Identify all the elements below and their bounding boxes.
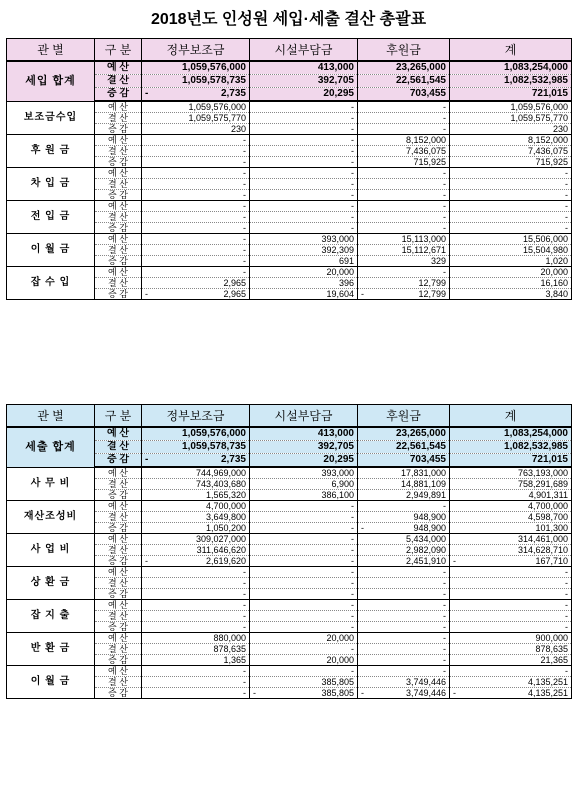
amount-cell: 721,015 <box>450 454 572 468</box>
row-kind-cell: 증 감 <box>95 454 142 468</box>
amount-cell: 1,050,200 <box>142 523 250 534</box>
row-kind-cell: 예 산 <box>95 567 142 578</box>
amount-cell: - <box>142 190 250 201</box>
amount-cell: 1,082,532,985 <box>450 75 572 88</box>
row-kind-cell: 예 산 <box>95 168 142 179</box>
amount-cell: 7,436,075 <box>358 146 450 157</box>
amount-cell: - <box>358 633 450 644</box>
category-cell: 반 환 금 <box>7 633 95 666</box>
amount-cell: 314,628,710 <box>450 545 572 556</box>
amount-cell: 329 <box>358 256 450 267</box>
header-category: 관 별 <box>7 405 95 428</box>
revenue-table <box>6 38 572 300</box>
amount-cell: 715,925 <box>358 157 450 168</box>
row-kind-cell: 증 감 <box>95 556 142 567</box>
amount-cell: - <box>250 179 358 190</box>
page-title: 2018년도 인성원 세입·세출 결산 총괄표 <box>150 11 427 28</box>
row-kind-cell: 예 산 <box>95 267 142 278</box>
amount-cell: 1,083,254,000 <box>450 61 572 75</box>
amount-cell: - <box>358 201 450 212</box>
header-total: 계 <box>450 39 572 62</box>
amount-cell: 703,455 <box>358 88 450 102</box>
amount-cell: - <box>250 512 358 523</box>
amount-cell: - <box>358 589 450 600</box>
amount-cell: - <box>250 101 358 113</box>
category-cell: 상 환 금 <box>7 567 95 600</box>
amount-cell: - <box>358 600 450 611</box>
amount-cell: - <box>250 534 358 545</box>
amount-cell: 413,000 <box>250 427 358 441</box>
amount-cell: - <box>142 688 250 699</box>
amount-cell: - 2,965 <box>142 289 250 300</box>
category-cell: 재산조성비 <box>7 501 95 534</box>
amount-cell: 1,059,576,000 <box>450 101 572 113</box>
amount-cell: 23,265,000 <box>358 61 450 75</box>
amount-cell: - <box>358 578 450 589</box>
row-kind-cell: 예 산 <box>95 427 142 441</box>
row-kind-cell: 결 산 <box>95 245 142 256</box>
amount-cell: 1,059,576,000 <box>142 101 250 113</box>
amount-cell: - <box>142 168 250 179</box>
row-kind-cell: 예 산 <box>95 501 142 512</box>
expenditure-row <box>7 600 572 611</box>
amount-cell: - <box>450 212 572 223</box>
amount-cell: - 385,805 <box>250 688 358 699</box>
category-cell: 세입 합계 <box>7 61 95 101</box>
amount-cell: 900,000 <box>450 633 572 644</box>
amount-cell: - <box>358 666 450 677</box>
amount-cell: - 12,799 <box>358 289 450 300</box>
amount-cell: - <box>142 578 250 589</box>
amount-cell: 1,059,575,770 <box>142 113 250 124</box>
amount-cell: - <box>358 611 450 622</box>
amount-cell: 691 <box>250 256 358 267</box>
row-kind-cell: 결 산 <box>95 479 142 490</box>
row-kind-cell: 결 산 <box>95 512 142 523</box>
amount-cell: - <box>250 556 358 567</box>
amount-cell: - <box>358 622 450 633</box>
amount-cell: 1,565,320 <box>142 490 250 501</box>
row-kind-cell: 결 산 <box>95 545 142 556</box>
expenditure-row <box>7 467 572 479</box>
amount-cell: - <box>450 201 572 212</box>
amount-cell: 15,504,980 <box>450 245 572 256</box>
amount-cell: 8,152,000 <box>358 135 450 146</box>
amount-cell: - <box>450 190 572 201</box>
revenue-row <box>7 267 572 278</box>
expenditure-header-row <box>7 405 572 428</box>
amount-cell: - <box>250 113 358 124</box>
amount-cell: - <box>358 223 450 234</box>
amount-cell: - <box>450 622 572 633</box>
amount-cell: 393,000 <box>250 467 358 479</box>
amount-cell: - <box>142 567 250 578</box>
amount-cell: - <box>358 190 450 201</box>
category-cell: 이 월 금 <box>7 234 95 267</box>
expenditure-row <box>7 666 572 677</box>
row-kind-cell: 예 산 <box>95 135 142 146</box>
header-kind: 구 분 <box>95 39 142 62</box>
category-cell: 전 입 금 <box>7 201 95 234</box>
amount-cell: - <box>358 179 450 190</box>
amount-cell: 703,455 <box>358 454 450 468</box>
amount-cell: 4,135,251 <box>450 677 572 688</box>
amount-cell: 4,901,311 <box>450 490 572 501</box>
amount-cell: - 948,900 <box>358 523 450 534</box>
amount-cell: 4,598,700 <box>450 512 572 523</box>
row-kind-cell: 예 산 <box>95 101 142 113</box>
amount-cell: - <box>450 168 572 179</box>
amount-cell: - <box>358 644 450 655</box>
amount-cell: - <box>250 600 358 611</box>
amount-cell: - <box>142 611 250 622</box>
amount-cell: - <box>450 179 572 190</box>
amount-cell: 1,020 <box>450 256 572 267</box>
row-kind-cell: 결 산 <box>95 644 142 655</box>
amount-cell: - <box>250 611 358 622</box>
amount-cell: - <box>450 578 572 589</box>
amount-cell: 314,461,000 <box>450 534 572 545</box>
category-cell: 사 업 비 <box>7 534 95 567</box>
amount-cell: 20,295 <box>250 88 358 102</box>
row-kind-cell: 결 산 <box>95 113 142 124</box>
amount-cell: 309,027,000 <box>142 534 250 545</box>
row-kind-cell: 결 산 <box>95 677 142 688</box>
amount-cell: 14,881,109 <box>358 479 450 490</box>
revenue-row <box>7 101 572 113</box>
row-kind-cell: 예 산 <box>95 201 142 212</box>
amount-cell: 15,112,671 <box>358 245 450 256</box>
expenditure-row <box>7 567 572 578</box>
amount-cell: 311,646,620 <box>142 545 250 556</box>
amount-cell: - <box>450 611 572 622</box>
amount-cell: - <box>358 655 450 666</box>
amount-cell: - <box>450 589 572 600</box>
amount-cell: - <box>142 212 250 223</box>
amount-cell: 2,965 <box>142 278 250 289</box>
revenue-row <box>7 234 572 245</box>
amount-cell: 20,000 <box>250 633 358 644</box>
expenditure-row <box>7 427 572 441</box>
header-government-subsidy: 정부보조금 <box>142 405 250 428</box>
row-kind-cell: 증 감 <box>95 289 142 300</box>
amount-cell: 2,451,910 <box>358 556 450 567</box>
amount-cell: 396 <box>250 278 358 289</box>
amount-cell: - <box>142 146 250 157</box>
amount-cell: - <box>450 567 572 578</box>
amount-cell: 23,265,000 <box>358 427 450 441</box>
amount-cell: 1,083,254,000 <box>450 427 572 441</box>
amount-cell: 16,160 <box>450 278 572 289</box>
amount-cell: - <box>358 101 450 113</box>
amount-cell: - <box>250 501 358 512</box>
row-kind-cell: 예 산 <box>95 534 142 545</box>
amount-cell: - <box>142 157 250 168</box>
amount-cell: 413,000 <box>250 61 358 75</box>
amount-cell: 15,506,000 <box>450 234 572 245</box>
amount-cell: 8,152,000 <box>450 135 572 146</box>
amount-cell: - <box>450 666 572 677</box>
amount-cell: 20,295 <box>250 454 358 468</box>
row-kind-cell: 증 감 <box>95 589 142 600</box>
amount-cell: - 3,749,446 <box>358 688 450 699</box>
amount-cell: - <box>250 168 358 179</box>
expenditure-row <box>7 501 572 512</box>
amount-cell: 386,100 <box>250 490 358 501</box>
amount-cell: - <box>358 501 450 512</box>
amount-cell: - <box>250 545 358 556</box>
row-kind-cell: 결 산 <box>95 75 142 88</box>
row-kind-cell: 결 산 <box>95 179 142 190</box>
header-donation: 후원금 <box>358 405 450 428</box>
revenue-header-row <box>7 39 572 62</box>
header-kind: 구 분 <box>95 405 142 428</box>
amount-cell: - <box>142 201 250 212</box>
amount-cell: 1,059,576,000 <box>142 61 250 75</box>
amount-cell: - <box>250 589 358 600</box>
amount-cell: 22,561,545 <box>358 441 450 454</box>
amount-cell: 878,635 <box>450 644 572 655</box>
category-cell: 잡 지 출 <box>7 600 95 633</box>
amount-cell: 1,082,532,985 <box>450 441 572 454</box>
amount-cell: - <box>250 212 358 223</box>
header-total: 계 <box>450 405 572 428</box>
amount-cell: 1,059,578,735 <box>142 75 250 88</box>
amount-cell: - <box>142 223 250 234</box>
row-kind-cell: 증 감 <box>95 256 142 267</box>
amount-cell: - <box>142 589 250 600</box>
amount-cell: 3,840 <box>450 289 572 300</box>
amount-cell: 878,635 <box>142 644 250 655</box>
amount-cell: 17,831,000 <box>358 467 450 479</box>
category-cell: 보조금수입 <box>7 101 95 135</box>
amount-cell: 7,436,075 <box>450 146 572 157</box>
amount-cell: 19,604 <box>250 289 358 300</box>
amount-cell: - <box>450 223 572 234</box>
amount-cell: - <box>250 201 358 212</box>
row-kind-cell: 결 산 <box>95 441 142 454</box>
revenue-row <box>7 168 572 179</box>
amount-cell: - <box>358 124 450 135</box>
amount-cell: 393,000 <box>250 234 358 245</box>
row-kind-cell: 증 감 <box>95 190 142 201</box>
row-kind-cell: 증 감 <box>95 88 142 102</box>
amount-cell: 230 <box>450 124 572 135</box>
amount-cell: 385,805 <box>250 677 358 688</box>
row-kind-cell: 예 산 <box>95 234 142 245</box>
category-cell: 후 원 금 <box>7 135 95 168</box>
amount-cell: 1,059,578,735 <box>142 441 250 454</box>
amount-cell: - <box>142 622 250 633</box>
amount-cell: - <box>142 234 250 245</box>
amount-cell: 12,799 <box>358 278 450 289</box>
amount-cell: 948,900 <box>358 512 450 523</box>
amount-cell: 1,365 <box>142 655 250 666</box>
amount-cell: - <box>142 600 250 611</box>
amount-cell: - <box>250 157 358 168</box>
amount-cell: 758,291,689 <box>450 479 572 490</box>
revenue-row <box>7 61 572 75</box>
amount-cell: - <box>142 135 250 146</box>
amount-cell: - <box>450 600 572 611</box>
amount-cell: - <box>142 245 250 256</box>
amount-cell: - 4,135,251 <box>450 688 572 699</box>
category-cell: 차 입 금 <box>7 168 95 201</box>
row-kind-cell: 결 산 <box>95 146 142 157</box>
header-facility-share: 시설부담금 <box>250 39 358 62</box>
amount-cell: - <box>142 179 250 190</box>
amount-cell: 20,000 <box>250 655 358 666</box>
row-kind-cell: 증 감 <box>95 655 142 666</box>
amount-cell: 392,309 <box>250 245 358 256</box>
amount-cell: 392,705 <box>250 75 358 88</box>
row-kind-cell: 증 감 <box>95 622 142 633</box>
amount-cell: - <box>250 578 358 589</box>
amount-cell: 15,113,000 <box>358 234 450 245</box>
header-government-subsidy: 정부보조금 <box>142 39 250 62</box>
row-kind-cell: 결 산 <box>95 611 142 622</box>
row-kind-cell: 증 감 <box>95 223 142 234</box>
row-kind-cell: 증 감 <box>95 157 142 168</box>
header-facility-share: 시설부담금 <box>250 405 358 428</box>
amount-cell: 4,700,000 <box>450 501 572 512</box>
row-kind-cell: 증 감 <box>95 124 142 135</box>
row-kind-cell: 결 산 <box>95 212 142 223</box>
row-kind-cell: 예 산 <box>95 633 142 644</box>
amount-cell: - <box>250 666 358 677</box>
expenditure-row <box>7 633 572 644</box>
amount-cell: - 2,735 <box>142 454 250 468</box>
row-kind-cell: 예 산 <box>95 666 142 677</box>
amount-cell: - <box>250 567 358 578</box>
category-cell: 사 무 비 <box>7 467 95 501</box>
row-kind-cell: 예 산 <box>95 467 142 479</box>
amount-cell: - 2,735 <box>142 88 250 102</box>
expenditure-row <box>7 534 572 545</box>
amount-cell: - <box>142 666 250 677</box>
amount-cell: 4,700,000 <box>142 501 250 512</box>
amount-cell: - <box>250 146 358 157</box>
amount-cell: - <box>358 212 450 223</box>
amount-cell: 743,403,680 <box>142 479 250 490</box>
header-category: 관 별 <box>7 39 95 62</box>
header-donation: 후원금 <box>358 39 450 62</box>
amount-cell: - <box>358 168 450 179</box>
amount-cell: 1,059,575,770 <box>450 113 572 124</box>
amount-cell: - <box>142 677 250 688</box>
amount-cell: 392,705 <box>250 441 358 454</box>
amount-cell: 5,434,000 <box>358 534 450 545</box>
amount-cell: 1,059,576,000 <box>142 427 250 441</box>
row-kind-cell: 예 산 <box>95 600 142 611</box>
amount-cell: - <box>250 124 358 135</box>
amount-cell: 3,649,800 <box>142 512 250 523</box>
amount-cell: 2,982,090 <box>358 545 450 556</box>
amount-cell: 880,000 <box>142 633 250 644</box>
amount-cell: 2,949,891 <box>358 490 450 501</box>
row-kind-cell: 결 산 <box>95 278 142 289</box>
row-kind-cell: 증 감 <box>95 490 142 501</box>
amount-cell: 744,969,000 <box>142 467 250 479</box>
amount-cell: 6,900 <box>250 479 358 490</box>
amount-cell: - <box>142 267 250 278</box>
amount-cell: - <box>250 190 358 201</box>
amount-cell: - <box>250 223 358 234</box>
amount-cell: 101,300 <box>450 523 572 534</box>
amount-cell: - <box>250 644 358 655</box>
row-kind-cell: 증 감 <box>95 688 142 699</box>
amount-cell: 22,561,545 <box>358 75 450 88</box>
category-cell: 이 월 금 <box>7 666 95 699</box>
amount-cell: - 167,710 <box>450 556 572 567</box>
amount-cell: - <box>358 267 450 278</box>
amount-cell: 20,000 <box>450 267 572 278</box>
category-cell: 잡 수 입 <box>7 267 95 300</box>
amount-cell: - 2,619,620 <box>142 556 250 567</box>
amount-cell: 20,000 <box>250 267 358 278</box>
amount-cell: 763,193,000 <box>450 467 572 479</box>
amount-cell: - <box>250 523 358 534</box>
revenue-row <box>7 135 572 146</box>
amount-cell: - <box>250 135 358 146</box>
row-kind-cell: 예 산 <box>95 61 142 75</box>
expenditure-table <box>6 404 572 699</box>
row-kind-cell: 증 감 <box>95 523 142 534</box>
row-kind-cell: 결 산 <box>95 578 142 589</box>
amount-cell: 721,015 <box>450 88 572 102</box>
amount-cell: - <box>358 113 450 124</box>
category-cell: 세출 합계 <box>7 427 95 467</box>
amount-cell: 3,749,446 <box>358 677 450 688</box>
amount-cell: - <box>358 567 450 578</box>
amount-cell: - <box>142 256 250 267</box>
amount-cell: - <box>250 622 358 633</box>
amount-cell: 21,365 <box>450 655 572 666</box>
amount-cell: 230 <box>142 124 250 135</box>
revenue-row <box>7 201 572 212</box>
amount-cell: 715,925 <box>450 157 572 168</box>
